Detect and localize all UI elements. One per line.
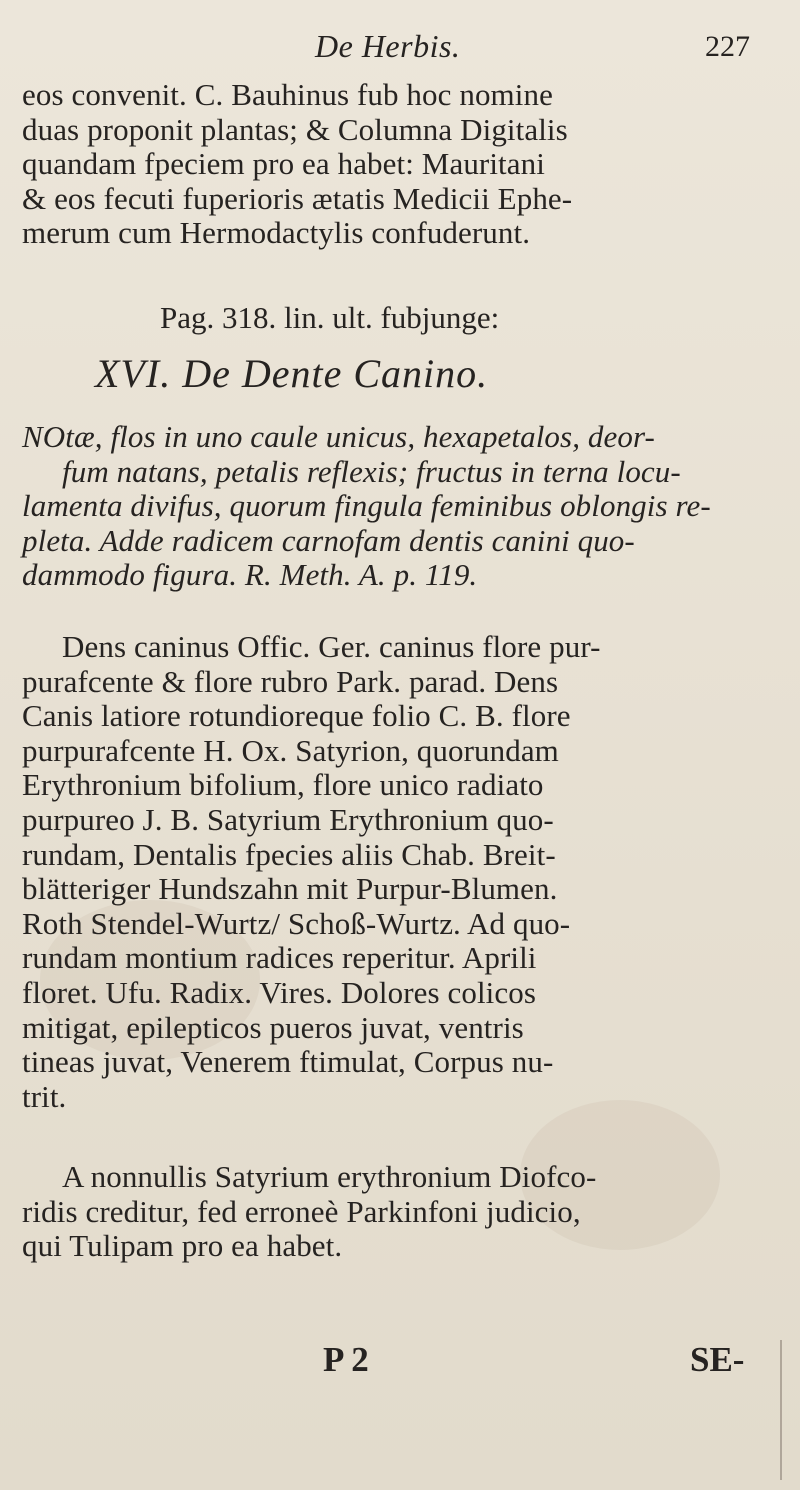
paragraph-synonyms <box>22 630 792 1114</box>
text-line: quandam fpeciem pro ea habet: Mauritani <box>22 146 545 182</box>
page-number: 227 <box>705 30 750 63</box>
running-title: De Herbis. <box>315 28 461 64</box>
text-line: floret. Ufu. Radix. Vires. Dolores colicos <box>22 974 537 1010</box>
text-line: dammodo figura. R. Meth. A. p. 119. <box>22 557 478 593</box>
text-line: duas proponit plantas; & Columna Digitalis <box>22 111 568 147</box>
paragraph-intro <box>22 78 792 251</box>
text-line: qui Tulipam pro ea habet. <box>22 1228 343 1264</box>
paragraph-description <box>22 420 792 593</box>
paper-edge-mark <box>780 1340 782 1480</box>
page-header <box>0 20 800 80</box>
catchword: SE- <box>690 1340 745 1379</box>
text-line: & eos fecuti fuperioris ætatis Medicii Ephe- <box>22 180 573 216</box>
text-line: Roth Stendel-Wurtz/ Schoß-Wurtz. Ad quo- <box>22 905 571 941</box>
text-line: rundam montium radices reperitur. Aprili <box>22 940 537 976</box>
text-line: purpurafcente H. Ox. Satyrion, quorundam <box>22 732 559 768</box>
text-line: mitigat, epilepticos pueros juvat, ventris <box>22 1009 524 1045</box>
text-line: Dens caninus Offic. Ger. caninus flore pur- <box>62 629 601 664</box>
text-line: ridis creditur, fed erroneè Parkinfoni judicio, <box>22 1193 581 1229</box>
text-line: rundam, Dentalis fpecies aliis Chab. Breit- <box>22 836 556 872</box>
text-line: blätteriger Hundszahn mit Purpur-Blumen. <box>22 871 558 907</box>
text-line: trit. <box>22 1078 67 1114</box>
text-line: eos convenit. C. Bauhinus fub hoc nomine <box>22 77 553 112</box>
section-heading: XVI. De Dente Canino. <box>95 351 489 396</box>
text-line: A nonnullis Satyrium erythronium Diofco- <box>62 1159 597 1194</box>
text-line: purpureo J. B. Satyrium Erythronium quo- <box>22 801 554 837</box>
text-line: Erythronium bifolium, flore unico radiato <box>22 767 544 803</box>
text-line: Canis latiore rotundioreque folio C. B. flore <box>22 698 571 734</box>
text-line: merum cum Hermodactylis confuderunt. <box>22 215 531 251</box>
text-line: pleta. Adde radicem carnofam dentis canini quo- <box>22 522 635 558</box>
signature-mark: P 2 <box>323 1340 369 1379</box>
text-line: lamenta divifus, quorum fingula feminibus oblongis re- <box>22 488 711 524</box>
text-line: NOtæ, flos in uno caule unicus, hexapetalos, deor- <box>22 419 655 454</box>
paragraph-note <box>22 1160 792 1264</box>
text-line: tineas juvat, Venerem ftimulat, Corpus nu- <box>22 1044 554 1080</box>
text-line: purafcente & flore rubro Park. parad. Dens <box>22 663 559 699</box>
text-line: fum natans, petalis reflexis; fructus in terna locu- <box>62 453 681 489</box>
insertion-note: Pag. 318. lin. ult. fubjunge: <box>160 300 500 335</box>
